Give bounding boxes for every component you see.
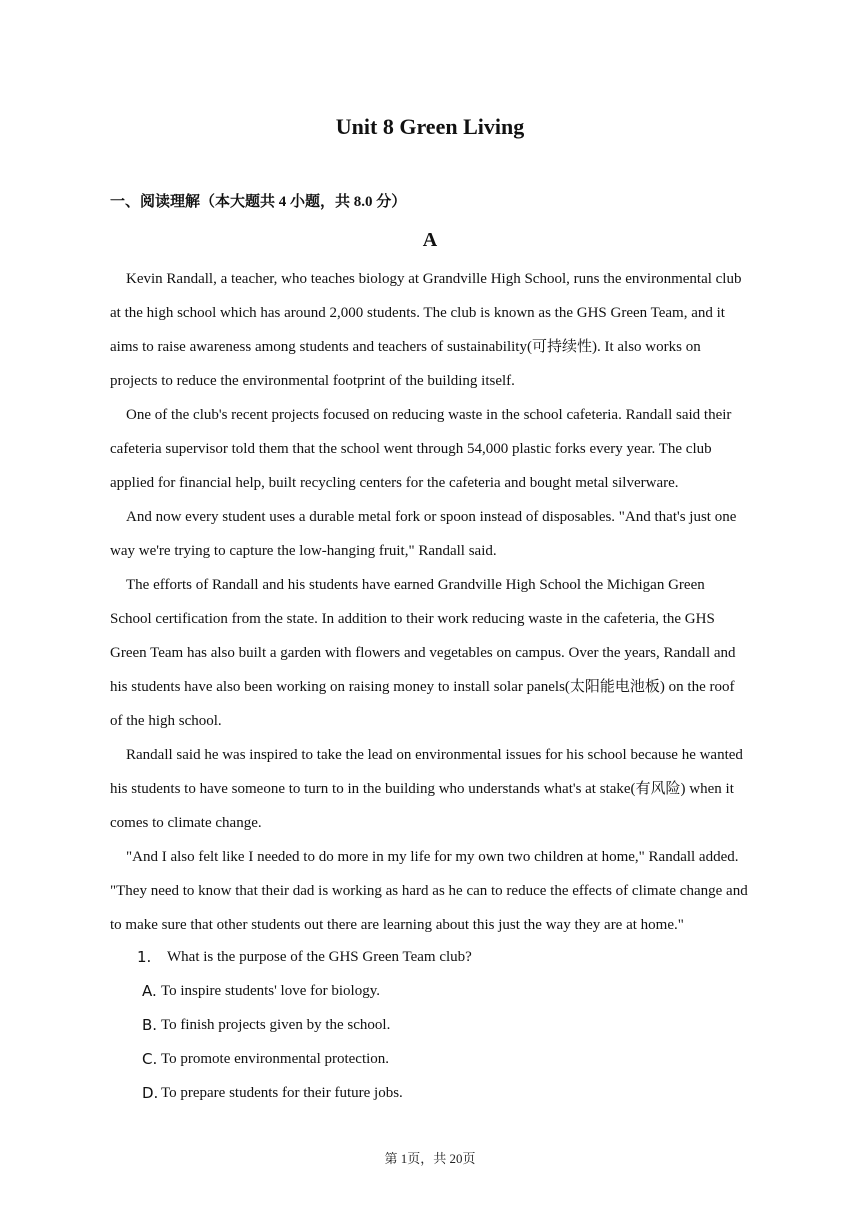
- option-letter: C.: [142, 1050, 158, 1068]
- document-title: Unit 8 Green Living: [335, 114, 525, 139]
- paragraph: The efforts of Randall and his students have earned Grandville High School the Michigan Green School certification from the state. In addition to their work reducing waste in the cafeteria, the GHS Green Team has also built a garden with flowers and vegetables on campus. Over the years, Randall and his students have also been working on raising money to install solar panels(太阳能电池板) on the roof of the high school.: [110, 577, 736, 729]
- paragraph: "And I also felt like I needed to do more in my life for my own two children at home," Randall added. "They need to know that their dad is working as hard as he can to reduce the effects of climate change and to make sure that other students out there are learning about this just the way they are at home.": [110, 849, 748, 933]
- option-b[interactable]: [137, 1008, 757, 1042]
- question-1: [137, 940, 757, 1110]
- option-d[interactable]: [137, 1076, 757, 1110]
- option-letter: B.: [142, 1016, 158, 1034]
- option-text: To inspire students' love for biology.: [161, 983, 380, 999]
- option-letter: D.: [142, 1084, 159, 1102]
- paragraph: Kevin Randall, a teacher, who teaches biology at Grandville High School, runs the environmental club at the high school which has around 2,000 students. The club is known as the GHS Green Team, and it aims to raise awareness among students and teachers of sustainability(可持续性). It also works on projects to reduce the environmental footprint of the building itself.: [110, 271, 742, 389]
- paragraph: And now every student uses a durable metal fork or spoon instead of disposables. "And that's just one way we're trying to capture the low-hanging fruit," Randall said.: [110, 509, 737, 559]
- page-footer: 第 1页，共 20页: [384, 1151, 476, 1166]
- option-text: To finish projects given by the school.: [161, 1017, 391, 1033]
- paragraph: One of the club's recent projects focused on reducing waste in the school cafeteria. Randall said their cafeteria supervisor told them that the school went through 54,000 plastic forks every year. The club applied for financial help, built recycling centers for the cafeteria and bought metal silverware.: [110, 407, 732, 491]
- option-text: To promote environmental protection.: [161, 1051, 390, 1067]
- paragraph: Randall said he was inspired to take the lead on environmental issues for his school because he wanted his students to have someone to turn to in the building who understands what's at stake(有风险) when it comes to climate change.: [110, 747, 743, 831]
- option-a[interactable]: [137, 974, 757, 1008]
- option-c[interactable]: [137, 1042, 757, 1076]
- passage-label: A: [422, 229, 438, 251]
- question-stem: [137, 940, 757, 974]
- reading-passage: [110, 262, 750, 942]
- question-number: 1.: [137, 948, 152, 966]
- question-text: What is the purpose of the GHS Green Team club?: [167, 949, 472, 965]
- option-letter: A.: [142, 982, 157, 1000]
- section-heading: 一、阅读理解（本大题共 4 小题，共 8.0 分）: [110, 194, 407, 210]
- option-text: To prepare students for their future jobs.: [161, 1085, 403, 1101]
